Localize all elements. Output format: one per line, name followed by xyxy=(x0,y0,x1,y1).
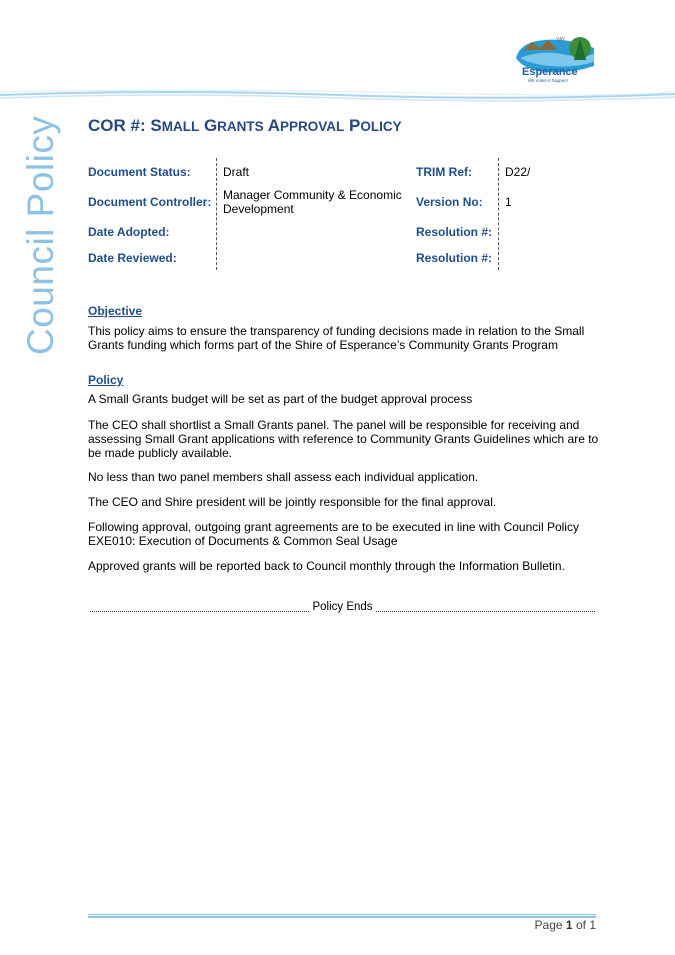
title-word: POLICY xyxy=(349,116,402,135)
policy-paragraph: The CEO shall shortlist a Small Grants panel. The panel will be responsible for receiving and assessing Small Grant applications with reference to Community Grants Guidelines which are to be made publicly available. xyxy=(88,418,599,460)
trim-ref-value: D22/ xyxy=(505,165,531,179)
title-word: APPROVAL xyxy=(267,116,345,135)
page-title xyxy=(88,116,402,136)
resolution-label: Resolution #: xyxy=(416,251,493,265)
document-status-value: Draft xyxy=(223,165,250,179)
column-divider xyxy=(498,158,499,270)
policy-paragraph: A Small Grants budget will be set as part of the budget approval process xyxy=(88,392,473,406)
council-policy-side-label: Council Policy xyxy=(20,115,61,355)
header-wave xyxy=(0,88,675,102)
logo-tagline: We make it happen! xyxy=(528,78,568,83)
resolution-label: Resolution #: xyxy=(416,225,493,239)
objective-heading: Objective xyxy=(88,304,143,318)
policy-ends-line xyxy=(90,601,595,613)
logo-text: Esperance xyxy=(522,66,578,78)
version-value: 1 xyxy=(505,195,512,209)
shire-of-esperance-logo xyxy=(510,28,598,84)
dotted-leader xyxy=(376,603,595,612)
title-prefix: COR #: xyxy=(88,116,146,135)
document-controller-value: Manager Community & Economic Development xyxy=(223,188,402,216)
svg-text:YAY: YAY xyxy=(556,37,566,43)
title-word: SMALL xyxy=(150,116,200,135)
trim-ref-label: TRIM Ref: xyxy=(416,165,472,179)
policy-heading: Policy xyxy=(88,373,124,387)
dotted-leader xyxy=(90,603,309,612)
date-adopted-label: Date Adopted: xyxy=(88,225,170,239)
objective-text: This policy aims to ensure the transparency of funding decisions made in relation to the Small Grants funding which forms part of the Shire of Esperance’s Community Grants Program xyxy=(88,324,585,352)
policy-paragraph: No less than two panel members shall assess each individual application. xyxy=(88,470,479,484)
version-label: Version No: xyxy=(416,195,483,209)
title-word: GRANTS xyxy=(203,116,264,135)
column-divider xyxy=(216,158,217,270)
policy-ends-text: Policy Ends xyxy=(312,601,373,613)
document-controller-label: Document Controller: xyxy=(88,195,212,209)
date-reviewed-label: Date Reviewed: xyxy=(88,251,177,265)
page-number: Page 1 of 1 xyxy=(534,918,596,932)
policy-paragraph: Approved grants will be reported back to Council monthly through the Information Bulletin. xyxy=(88,559,565,573)
footer-rule xyxy=(88,916,596,918)
policy-paragraph: The CEO and Shire president will be jointly responsible for the final approval. xyxy=(88,495,497,509)
policy-paragraph: Following approval, outgoing grant agreements are to be executed in line with Council Policy EXE010: Execution of Documents & Common Seal Usage xyxy=(88,520,579,548)
document-status-label: Document Status: xyxy=(88,165,191,179)
footer-rule xyxy=(88,914,596,915)
